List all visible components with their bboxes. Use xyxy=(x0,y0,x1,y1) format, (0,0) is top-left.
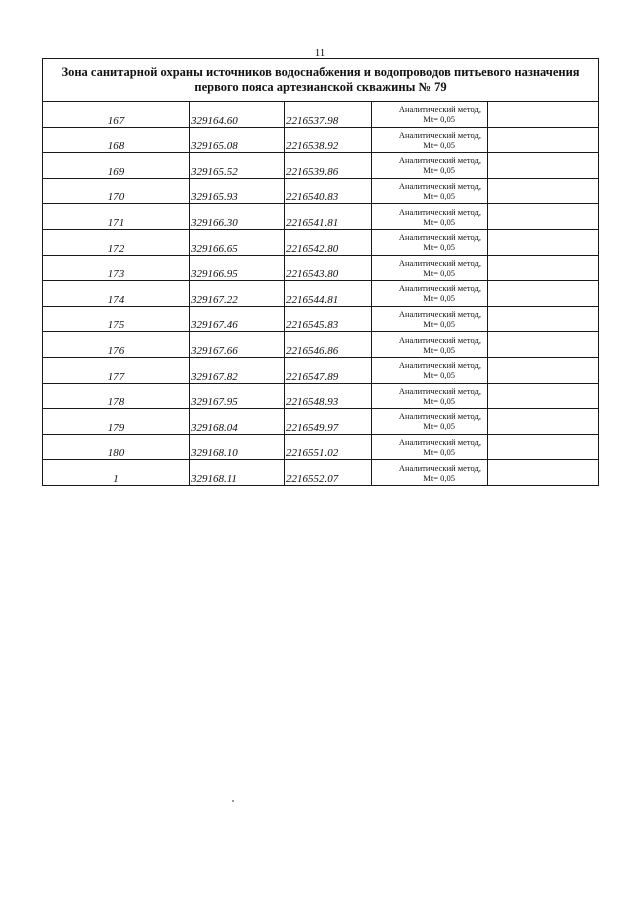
accuracy-label: Mt= 0,05 xyxy=(423,447,455,458)
point-number-cell: 170 xyxy=(43,178,190,204)
empty-note-cell xyxy=(488,357,599,383)
table-row xyxy=(43,178,599,204)
empty-note-cell xyxy=(488,332,599,358)
point-number-cell: 167 xyxy=(43,102,190,128)
method-label: Аналитический метод, xyxy=(398,360,481,371)
table-row xyxy=(43,460,599,486)
x-coordinate-cell: 329167.95 xyxy=(190,383,285,409)
y-coordinate-cell: 2216537.98 xyxy=(285,102,372,128)
y-coordinate-cell: 2216548.93 xyxy=(285,383,372,409)
boundary-coordinates-table xyxy=(42,58,599,486)
table-row xyxy=(43,357,599,383)
table-title-cell xyxy=(43,59,599,102)
accuracy-label: Mt= 0,05 xyxy=(423,114,455,125)
method-label: Аналитический метод, xyxy=(398,206,481,217)
accuracy-label: Mt= 0,05 xyxy=(423,267,455,278)
method-cell xyxy=(372,204,488,230)
point-number-cell: 175 xyxy=(43,306,190,332)
table-row xyxy=(43,229,599,255)
method-label: Аналитический метод, xyxy=(398,462,481,473)
table-row xyxy=(43,409,599,435)
table-row xyxy=(43,332,599,358)
point-number-cell: 172 xyxy=(43,229,190,255)
empty-note-cell xyxy=(488,460,599,486)
method-cell xyxy=(372,281,488,307)
method-label: Аналитический метод, xyxy=(398,309,481,320)
method-cell xyxy=(372,434,488,460)
table-row xyxy=(43,383,599,409)
method-label: Аналитический метод, xyxy=(398,232,481,243)
method-cell xyxy=(372,255,488,281)
x-coordinate-cell: 329164.60 xyxy=(190,102,285,128)
y-coordinate-cell: 2216546.86 xyxy=(285,332,372,358)
empty-note-cell xyxy=(488,229,599,255)
y-coordinate-cell: 2216547.89 xyxy=(285,357,372,383)
table-title-line-1: Зона санитарной охраны источников водоснабжения и водопроводов питьевого назначения xyxy=(61,65,580,79)
page-number: 11 xyxy=(314,47,326,59)
table-row xyxy=(43,127,599,153)
accuracy-label: Mt= 0,05 xyxy=(423,370,455,381)
table-header-row xyxy=(43,59,599,102)
scan-speck xyxy=(232,800,234,802)
point-number-cell: 1 xyxy=(43,460,190,486)
method-cell xyxy=(372,153,488,179)
method-label: Аналитический метод, xyxy=(398,385,481,396)
empty-note-cell xyxy=(488,306,599,332)
point-number-cell: 173 xyxy=(43,255,190,281)
method-label: Аналитический метод, xyxy=(398,181,481,192)
x-coordinate-cell: 329168.04 xyxy=(190,409,285,435)
method-label: Аналитический метод, xyxy=(398,257,481,268)
table-row xyxy=(43,306,599,332)
method-cell xyxy=(372,102,488,128)
empty-note-cell xyxy=(488,409,599,435)
point-number-cell: 179 xyxy=(43,409,190,435)
x-coordinate-cell: 329167.66 xyxy=(190,332,285,358)
x-coordinate-cell: 329165.52 xyxy=(190,153,285,179)
accuracy-label: Mt= 0,05 xyxy=(423,165,455,176)
x-coordinate-cell: 329165.08 xyxy=(190,127,285,153)
table-title-line-2: первого пояса артезианской скважины № 79 xyxy=(194,80,447,94)
empty-note-cell xyxy=(488,153,599,179)
y-coordinate-cell: 2216549.97 xyxy=(285,409,372,435)
table-row xyxy=(43,153,599,179)
method-label: Аналитический метод, xyxy=(398,411,481,422)
x-coordinate-cell: 329167.22 xyxy=(190,281,285,307)
empty-note-cell xyxy=(488,281,599,307)
x-coordinate-cell: 329167.46 xyxy=(190,306,285,332)
table-row xyxy=(43,204,599,230)
table-row xyxy=(43,281,599,307)
method-label: Аналитический метод, xyxy=(398,104,481,115)
method-cell xyxy=(372,127,488,153)
empty-note-cell xyxy=(488,102,599,128)
x-coordinate-cell: 329168.10 xyxy=(190,434,285,460)
y-coordinate-cell: 2216540.83 xyxy=(285,178,372,204)
method-cell xyxy=(372,409,488,435)
y-coordinate-cell: 2216545.83 xyxy=(285,306,372,332)
method-label: Аналитический метод, xyxy=(398,334,481,345)
table-row xyxy=(43,102,599,128)
method-label: Аналитический метод, xyxy=(398,155,481,166)
table-row xyxy=(43,255,599,281)
y-coordinate-cell: 2216542.80 xyxy=(285,229,372,255)
point-number-cell: 176 xyxy=(43,332,190,358)
point-number-cell: 174 xyxy=(43,281,190,307)
point-number-cell: 169 xyxy=(43,153,190,179)
point-number-cell: 180 xyxy=(43,434,190,460)
method-cell xyxy=(372,460,488,486)
method-cell xyxy=(372,357,488,383)
method-cell xyxy=(372,178,488,204)
empty-note-cell xyxy=(488,204,599,230)
accuracy-label: Mt= 0,05 xyxy=(423,242,455,253)
accuracy-label: Mt= 0,05 xyxy=(423,344,455,355)
method-cell xyxy=(372,383,488,409)
accuracy-label: Mt= 0,05 xyxy=(423,421,455,432)
accuracy-label: Mt= 0,05 xyxy=(423,293,455,304)
point-number-cell: 178 xyxy=(43,383,190,409)
method-cell xyxy=(372,306,488,332)
table-row xyxy=(43,434,599,460)
method-cell xyxy=(372,229,488,255)
accuracy-label: Mt= 0,05 xyxy=(423,139,455,150)
x-coordinate-cell: 329166.30 xyxy=(190,204,285,230)
y-coordinate-cell: 2216541.81 xyxy=(285,204,372,230)
method-cell xyxy=(372,332,488,358)
method-label: Аналитический метод, xyxy=(398,437,481,448)
accuracy-label: Mt= 0,05 xyxy=(423,395,455,406)
y-coordinate-cell: 2216551.02 xyxy=(285,434,372,460)
empty-note-cell xyxy=(488,434,599,460)
method-label: Аналитический метод, xyxy=(398,283,481,294)
accuracy-label: Mt= 0,05 xyxy=(423,216,455,227)
y-coordinate-cell: 2216543.80 xyxy=(285,255,372,281)
x-coordinate-cell: 329165.93 xyxy=(190,178,285,204)
empty-note-cell xyxy=(488,255,599,281)
x-coordinate-cell: 329166.65 xyxy=(190,229,285,255)
accuracy-label: Mt= 0,05 xyxy=(423,472,455,483)
point-number-cell: 171 xyxy=(43,204,190,230)
y-coordinate-cell: 2216552.07 xyxy=(285,460,372,486)
y-coordinate-cell: 2216538.92 xyxy=(285,127,372,153)
empty-note-cell xyxy=(488,178,599,204)
point-number-cell: 168 xyxy=(43,127,190,153)
empty-note-cell xyxy=(488,127,599,153)
x-coordinate-cell: 329168.11 xyxy=(190,460,285,486)
x-coordinate-cell: 329167.82 xyxy=(190,357,285,383)
table-body xyxy=(43,59,599,486)
x-coordinate-cell: 329166.95 xyxy=(190,255,285,281)
empty-note-cell xyxy=(488,383,599,409)
y-coordinate-cell: 2216544.81 xyxy=(285,281,372,307)
accuracy-label: Mt= 0,05 xyxy=(423,319,455,330)
accuracy-label: Mt= 0,05 xyxy=(423,191,455,202)
point-number-cell: 177 xyxy=(43,357,190,383)
method-label: Аналитический метод, xyxy=(398,129,481,140)
y-coordinate-cell: 2216539.86 xyxy=(285,153,372,179)
